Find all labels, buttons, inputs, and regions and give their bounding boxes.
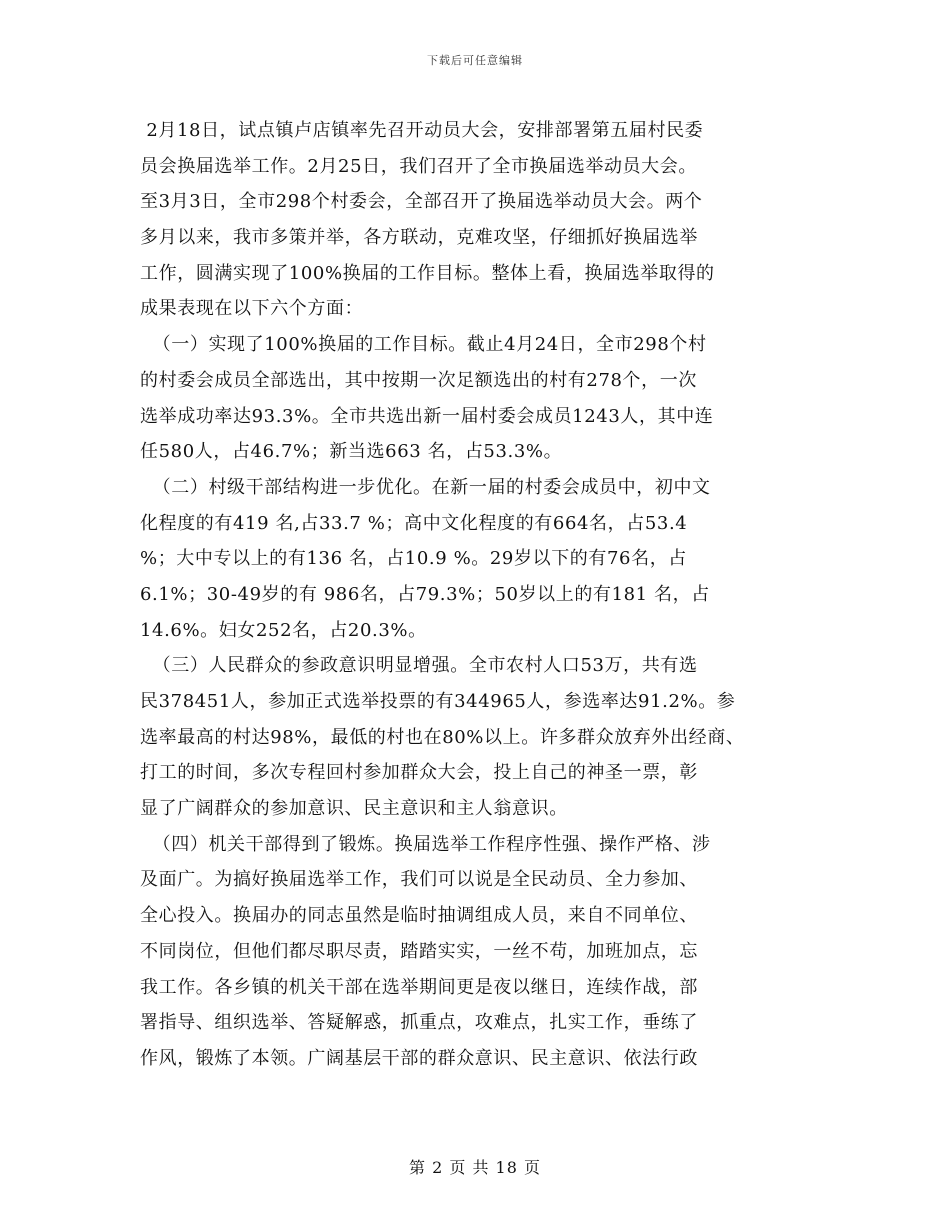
page-number: 第 2 页 共 18 页 (409, 1158, 541, 1177)
text-line: %；大中专以上的有136 名，占10.9 %。29岁以下的有76名，占 (140, 548, 687, 570)
text-line: 任580人，占46.7%；新当选663 名，占53.3%。 (140, 441, 563, 463)
text-line: 不同岗位，但他们都尽职尽责，踏踏实实，一丝不苟，加班加点，忘 (140, 940, 698, 962)
document-body (140, 113, 820, 1077)
text-line: 作风，锻炼了本领。广阔基层干部的群众意识、民主意识、依法行政 (140, 1047, 698, 1069)
text-line: （一）实现了100%换届的工作目标。截止4月24日，全市298个村 (140, 334, 707, 356)
text-line: 民378451人，参加正式选举投票的有344965人，参选率达91.2%。参 (140, 691, 736, 712)
text-line: （四）机关干部得到了锻炼。换届选举工作程序性强、操作严格、涉 (140, 833, 711, 855)
text-line: 全心投入。换届办的同志虽然是临时抽调组成人员，来自不同单位、 (140, 905, 698, 927)
text-line: 至3月3日，全市298个村委会，全部召开了换届选举动员大会。两个 (140, 191, 703, 213)
text-line: （二）村级干部结构进一步优化。在新一届的村委会成员中，初中文 (140, 476, 711, 498)
text-line: 选率最高的村达98%，最低的村也在80%以上。许多群众放弃外出经商、 (140, 726, 745, 748)
text-line: 2月18日，试点镇卢店镇率先召开动员大会，安排部署第五届村民委 (140, 120, 704, 141)
text-line: 14.6%。妇女252名，占20.3%。 (140, 619, 427, 641)
text-line: 员会换届选举工作。2月25日，我们召开了全市换届选举动员大会。 (140, 155, 697, 177)
text-line: 的村委会成员全部选出，其中按期一次足额选出的村有278个，一次 (140, 369, 697, 391)
text-line: 多月以来，我市多策并举，各方联动，克难攻坚，仔细抓好换届选举 (140, 227, 698, 249)
text-line: 工作，圆满实现了100%换届的工作目标。整体上看，换届选举取得的 (140, 262, 715, 284)
text-line: 显了广阔群众的参加意识、民主意识和主人翁意识。 (140, 798, 568, 820)
text-line: 及面广。为搞好换届选举工作，我们可以说是全民动员、全力参加、 (140, 869, 698, 891)
text-line: 打工的时间，多次专程回村参加群众大会，投上自己的神圣一票，彰 (140, 762, 698, 784)
page-header-note: 下载后可任意编辑 (427, 54, 523, 67)
text-line: （三）人民群众的参政意识明显增强。全市农村人口53万，共有选 (140, 655, 698, 677)
text-line: 署指导、组织选举、答疑解惑，抓重点，攻难点，扎实工作，垂练了 (140, 1012, 698, 1034)
text-line: 选举成功率达93.3%。全市共选出新一届村委会成员1243人，其中连 (140, 405, 714, 427)
text-line: 6.1%；30-49岁的有 986名，占79.3%；50岁以上的有181 名，占 (140, 583, 710, 605)
text-line: 我工作。各乡镇的机关干部在选举期间更是夜以继日，连续作战，部 (140, 976, 698, 998)
text-line: 成果表现在以下六个方面： (140, 298, 364, 320)
text-line: 化程度的有419 名,占33.7 %；高中文化程度的有664名，占53.4 (140, 512, 688, 534)
